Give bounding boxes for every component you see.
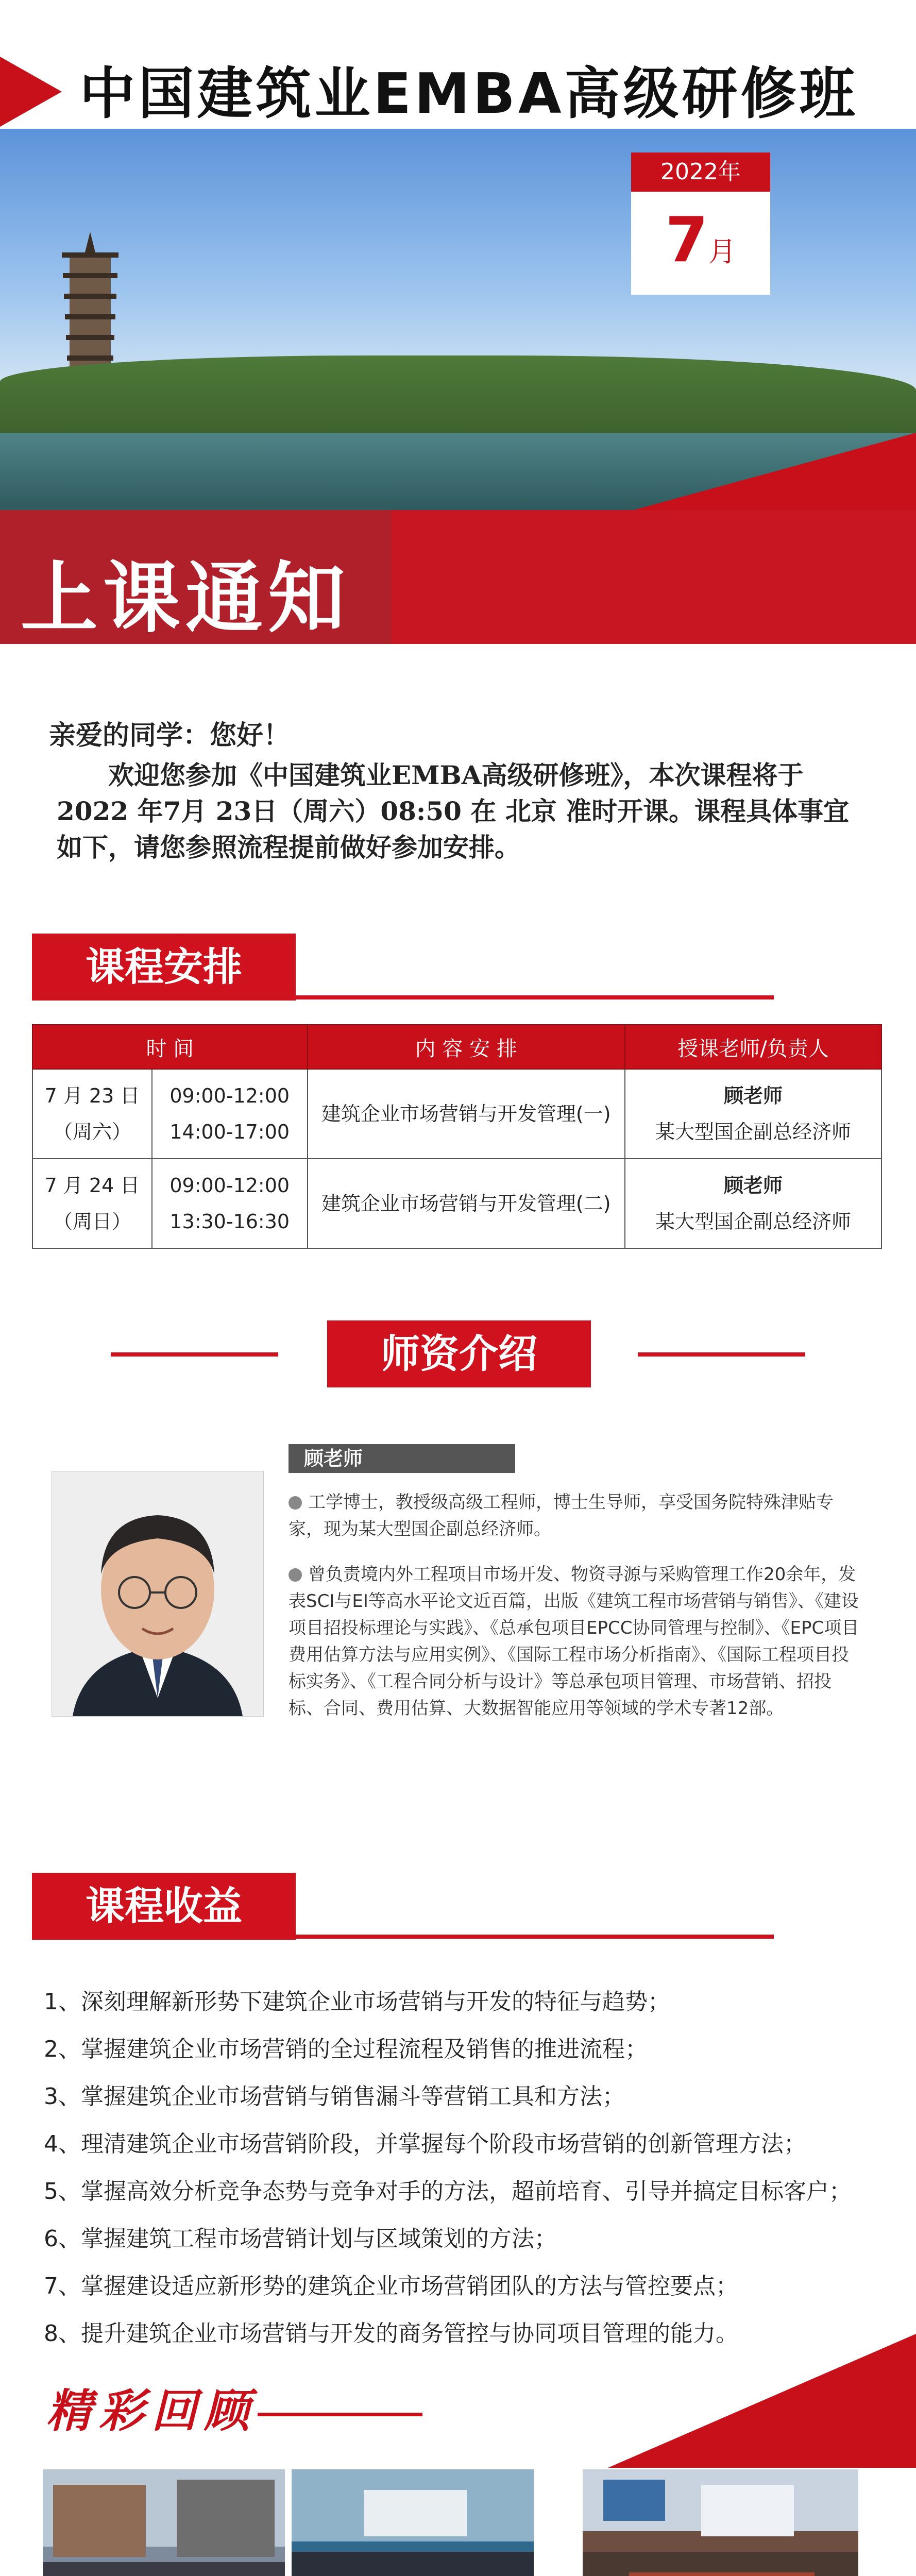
faculty-line-right xyxy=(638,1352,805,1357)
benefits-list xyxy=(44,1978,894,2358)
faculty-section-title: 师资介绍 xyxy=(381,1331,537,1377)
date-cell xyxy=(32,1159,152,1248)
row-date: 7 月 24 日 xyxy=(44,1174,140,1197)
time-cell xyxy=(152,1159,308,1248)
header-time: 时 间 xyxy=(32,1025,308,1069)
bullet-icon xyxy=(289,1496,302,1510)
teacher-bio-2 xyxy=(289,1561,866,1722)
date-month-card xyxy=(631,192,770,295)
page-title: 中国建筑业EMBA高级研修班 xyxy=(79,62,858,126)
list-item: 5、掌握高效分析竞争态势与竞争对手的方法，超前培育、引导并搞定目标客户； xyxy=(44,2178,852,2205)
list-item: 8、提升建筑企业市场营销与开发的商务管控与协同项目管理的能力。 xyxy=(44,2320,738,2347)
intro-paragraph: 欢迎您参加《中国建筑业EMBA高级研修班》，本次课程将于 2022 年7月 23日（周六）08:50 在 北京 准时开课。课程具体事宜如下，请您参照流程提前做好参加安排。 xyxy=(57,760,850,862)
date-year-badge xyxy=(631,152,770,192)
teacher-bio-1 xyxy=(289,1489,866,1543)
list-item: 2、掌握建筑企业市场营销的全过程流程及销售的推进流程； xyxy=(44,2036,648,2062)
teacher-name-tag: 顾老师 xyxy=(289,1444,515,1473)
date-year: 2022年 xyxy=(660,159,741,185)
group-photo-image xyxy=(43,2469,285,2576)
classroom-group-photo-image xyxy=(292,2469,534,2576)
row-teacher: 顾老师 xyxy=(724,1174,783,1197)
teacher-cell xyxy=(625,1069,881,1159)
table-row xyxy=(32,1069,881,1159)
row-teacher-title: 某大型国企副总经济师 xyxy=(655,1210,852,1233)
row-content: 建筑企业市场营销与开发管理(一) xyxy=(308,1069,625,1159)
review-photo-1 xyxy=(41,2468,286,2576)
date-cell xyxy=(32,1069,152,1159)
schedule-section-title: 课程安排 xyxy=(86,944,242,990)
red-diagonal-decoration xyxy=(634,433,916,510)
date-month-number: 7 xyxy=(665,205,708,276)
review-photo-3 xyxy=(581,2468,860,2576)
faculty-section-header xyxy=(327,1320,591,1387)
greeting: 亲爱的同学：您好！ xyxy=(49,720,291,751)
schedule-section-header xyxy=(32,934,296,1001)
header-content: 内 容 安 排 xyxy=(308,1025,625,1069)
bio-text-1: 工学博士，教授级高级工程师，博士生导师，享受国务院特殊津贴专家，现为某大型国企副总经济师。 xyxy=(289,1492,834,1539)
row-time-morning: 09:00-12:00 xyxy=(169,1084,290,1107)
review-title: 精彩回顾 xyxy=(46,2384,257,2437)
teacher-photo xyxy=(52,1471,264,1717)
list-item: 7、掌握建设适应新形势的建筑企业市场营销团队的方法与管控要点； xyxy=(44,2273,738,2299)
review-title-line xyxy=(258,2413,422,2416)
notice-title: 上课通知 xyxy=(21,553,351,643)
list-item: 4、理清建筑企业市场营销阶段，并掌握每个阶段市场营销的创新管理方法； xyxy=(44,2131,806,2157)
row-weekday: （周日） xyxy=(53,1210,131,1233)
row-time-morning: 09:00-12:00 xyxy=(169,1174,290,1197)
row-content: 建筑企业市场营销与开发管理(二) xyxy=(308,1159,625,1248)
tree-line xyxy=(0,355,916,443)
classroom-photo-image xyxy=(583,2469,858,2576)
row-teacher-title: 某大型国企副总经济师 xyxy=(655,1121,852,1143)
header-teacher: 授课老师/负责人 xyxy=(625,1025,881,1069)
row-teacher: 顾老师 xyxy=(724,1084,783,1107)
schedule-section-line xyxy=(296,995,774,999)
row-weekday: （周六） xyxy=(53,1121,131,1143)
benefits-section-title: 课程收益 xyxy=(86,1883,242,1929)
row-time-afternoon: 13:30-16:30 xyxy=(169,1210,290,1233)
header-triangle-decoration xyxy=(0,57,62,127)
bullet-icon xyxy=(289,1568,302,1582)
teacher-cell xyxy=(625,1159,881,1248)
faculty-line-left xyxy=(111,1352,278,1357)
review-diagonal-decoration xyxy=(608,2334,916,2468)
row-date: 7 月 23 日 xyxy=(44,1084,140,1107)
teacher-portrait-image xyxy=(52,1471,263,1716)
list-item: 3、掌握建筑企业市场营销与销售漏斗等营销工具和方法； xyxy=(44,2083,625,2110)
table-row xyxy=(32,1159,881,1248)
review-photo-2 xyxy=(290,2468,535,2576)
benefits-section-line xyxy=(296,1935,774,1939)
schedule-header-row xyxy=(32,1025,881,1069)
date-month-unit: 月 xyxy=(708,235,736,268)
schedule-table xyxy=(32,1024,882,1249)
row-time-afternoon: 14:00-17:00 xyxy=(169,1121,290,1143)
list-item: 1、深刻理解新形势下建筑企业市场营销与开发的特征与趋势； xyxy=(44,1989,670,2015)
time-cell xyxy=(152,1069,308,1159)
list-item: 6、掌握建筑工程市场营销计划与区域策划的方法； xyxy=(44,2226,557,2252)
benefits-section-header xyxy=(32,1873,296,1940)
bio-text-2: 曾负责境内外工程项目市场开发、物资寻源与采购管理工作20余年，发表SCI与EI等高水平论文近百篇，出版《建筑工程市场营销与销售》、《建设项目招投标理论与实践》、《总承包项目EPCC协同管理与控制》、《EPC项目费用估算方法与应用实例》、《国际工程市场分析指南》、《国际工程项目投标实务》、《工程合同分析与设计》等总承包项目管理、市场营销、招投标、合同、费用估算、大数据智能应用等领域的学术专著12部。 xyxy=(289,1564,859,1719)
